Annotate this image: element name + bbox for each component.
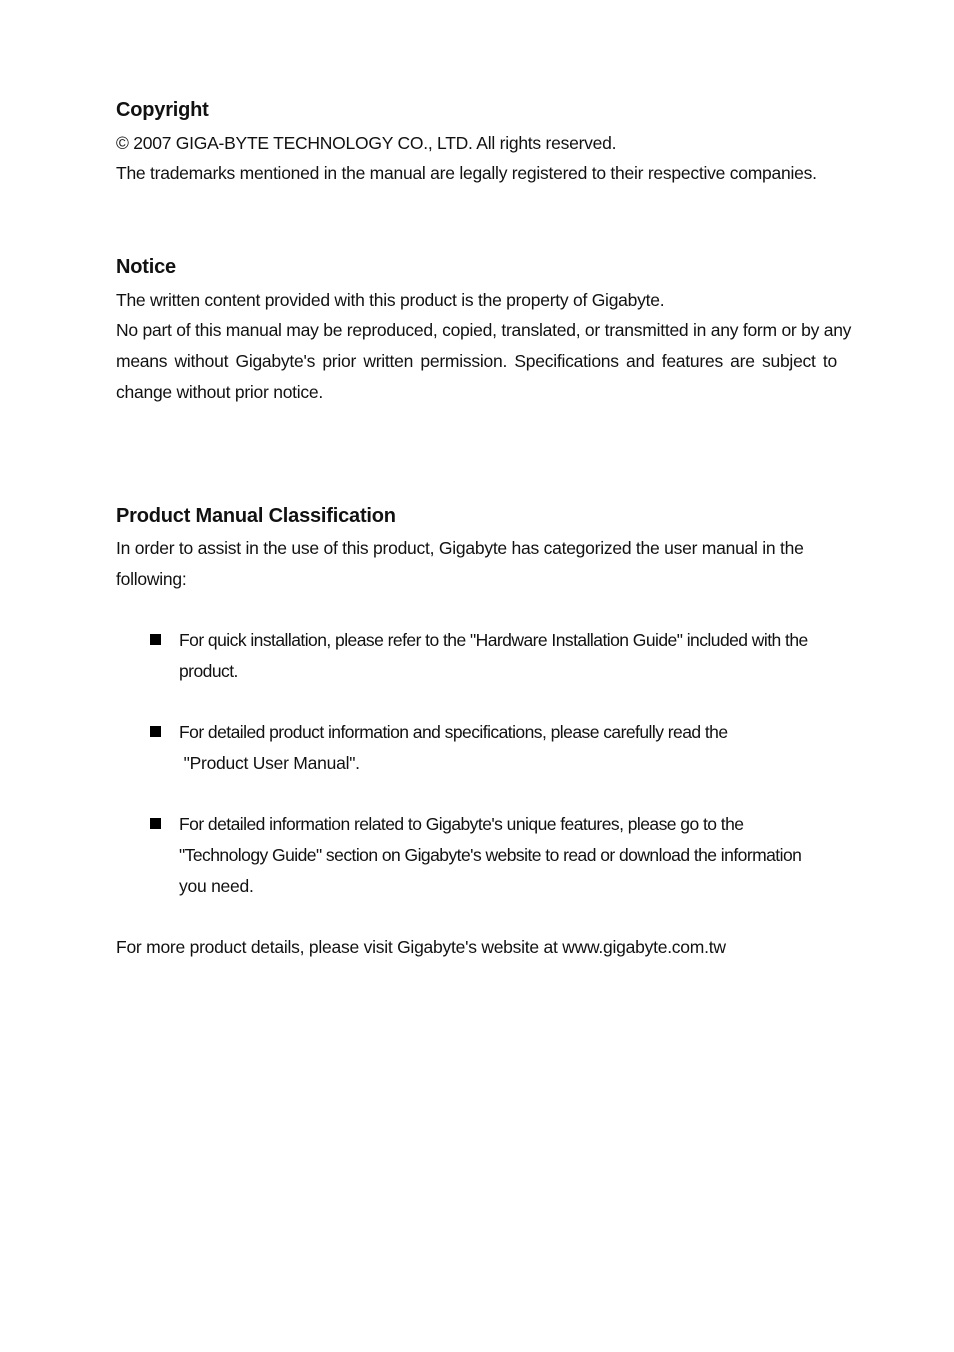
bullet-square-icon (150, 726, 161, 737)
notice-heading: Notice (116, 256, 176, 278)
bullet-square-icon (150, 818, 161, 829)
notice-line-1: The written content provided with this product is the property of Gigabyte. (116, 290, 665, 310)
notice-line-2: No part of this manual may be reproduced, copied, translated, or transmitted in any form or by any (116, 320, 852, 340)
website-line: For more product details, please visit Gigabyte's website at www.gigabyte.com.tw (116, 937, 726, 957)
copyright-line: © 2007 GIGA-BYTE TECHNOLOGY CO., LTD. All rights reserved. (116, 133, 617, 153)
classification-intro-line-2: following: (116, 569, 187, 589)
classification-heading: Product Manual Classification (116, 505, 396, 527)
bullet-3-line-2: "Technology Guide" section on Gigabyte's website to read or download the information (179, 845, 802, 865)
notice-line-4: change without prior notice. (116, 382, 324, 402)
notice-line-3: means without Gigabyte's prior written permission. Specifications and features are subject to (116, 351, 837, 371)
trademark-line: The trademarks mentioned in the manual are legally registered to their respective companies. (116, 163, 817, 183)
bullet-1-line-2: product. (179, 661, 238, 681)
bullet-2-line-2: "Product User Manual". (179, 753, 360, 773)
bullet-square-icon (150, 634, 161, 645)
classification-intro-line-1: In order to assist in the use of this product, Gigabyte has categorized the user manual in the (116, 538, 804, 558)
bullet-3-line-1: For detailed information related to Gigabyte's unique features, please go to the (179, 814, 744, 834)
copyright-heading: Copyright (116, 99, 209, 121)
bullet-2-line-1: For detailed product information and specifications, please carefully read the (179, 722, 728, 742)
bullet-1-line-1: For quick installation, please refer to the "Hardware Installation Guide" included with the (179, 630, 808, 650)
bullet-3-line-3: you need. (179, 876, 254, 896)
